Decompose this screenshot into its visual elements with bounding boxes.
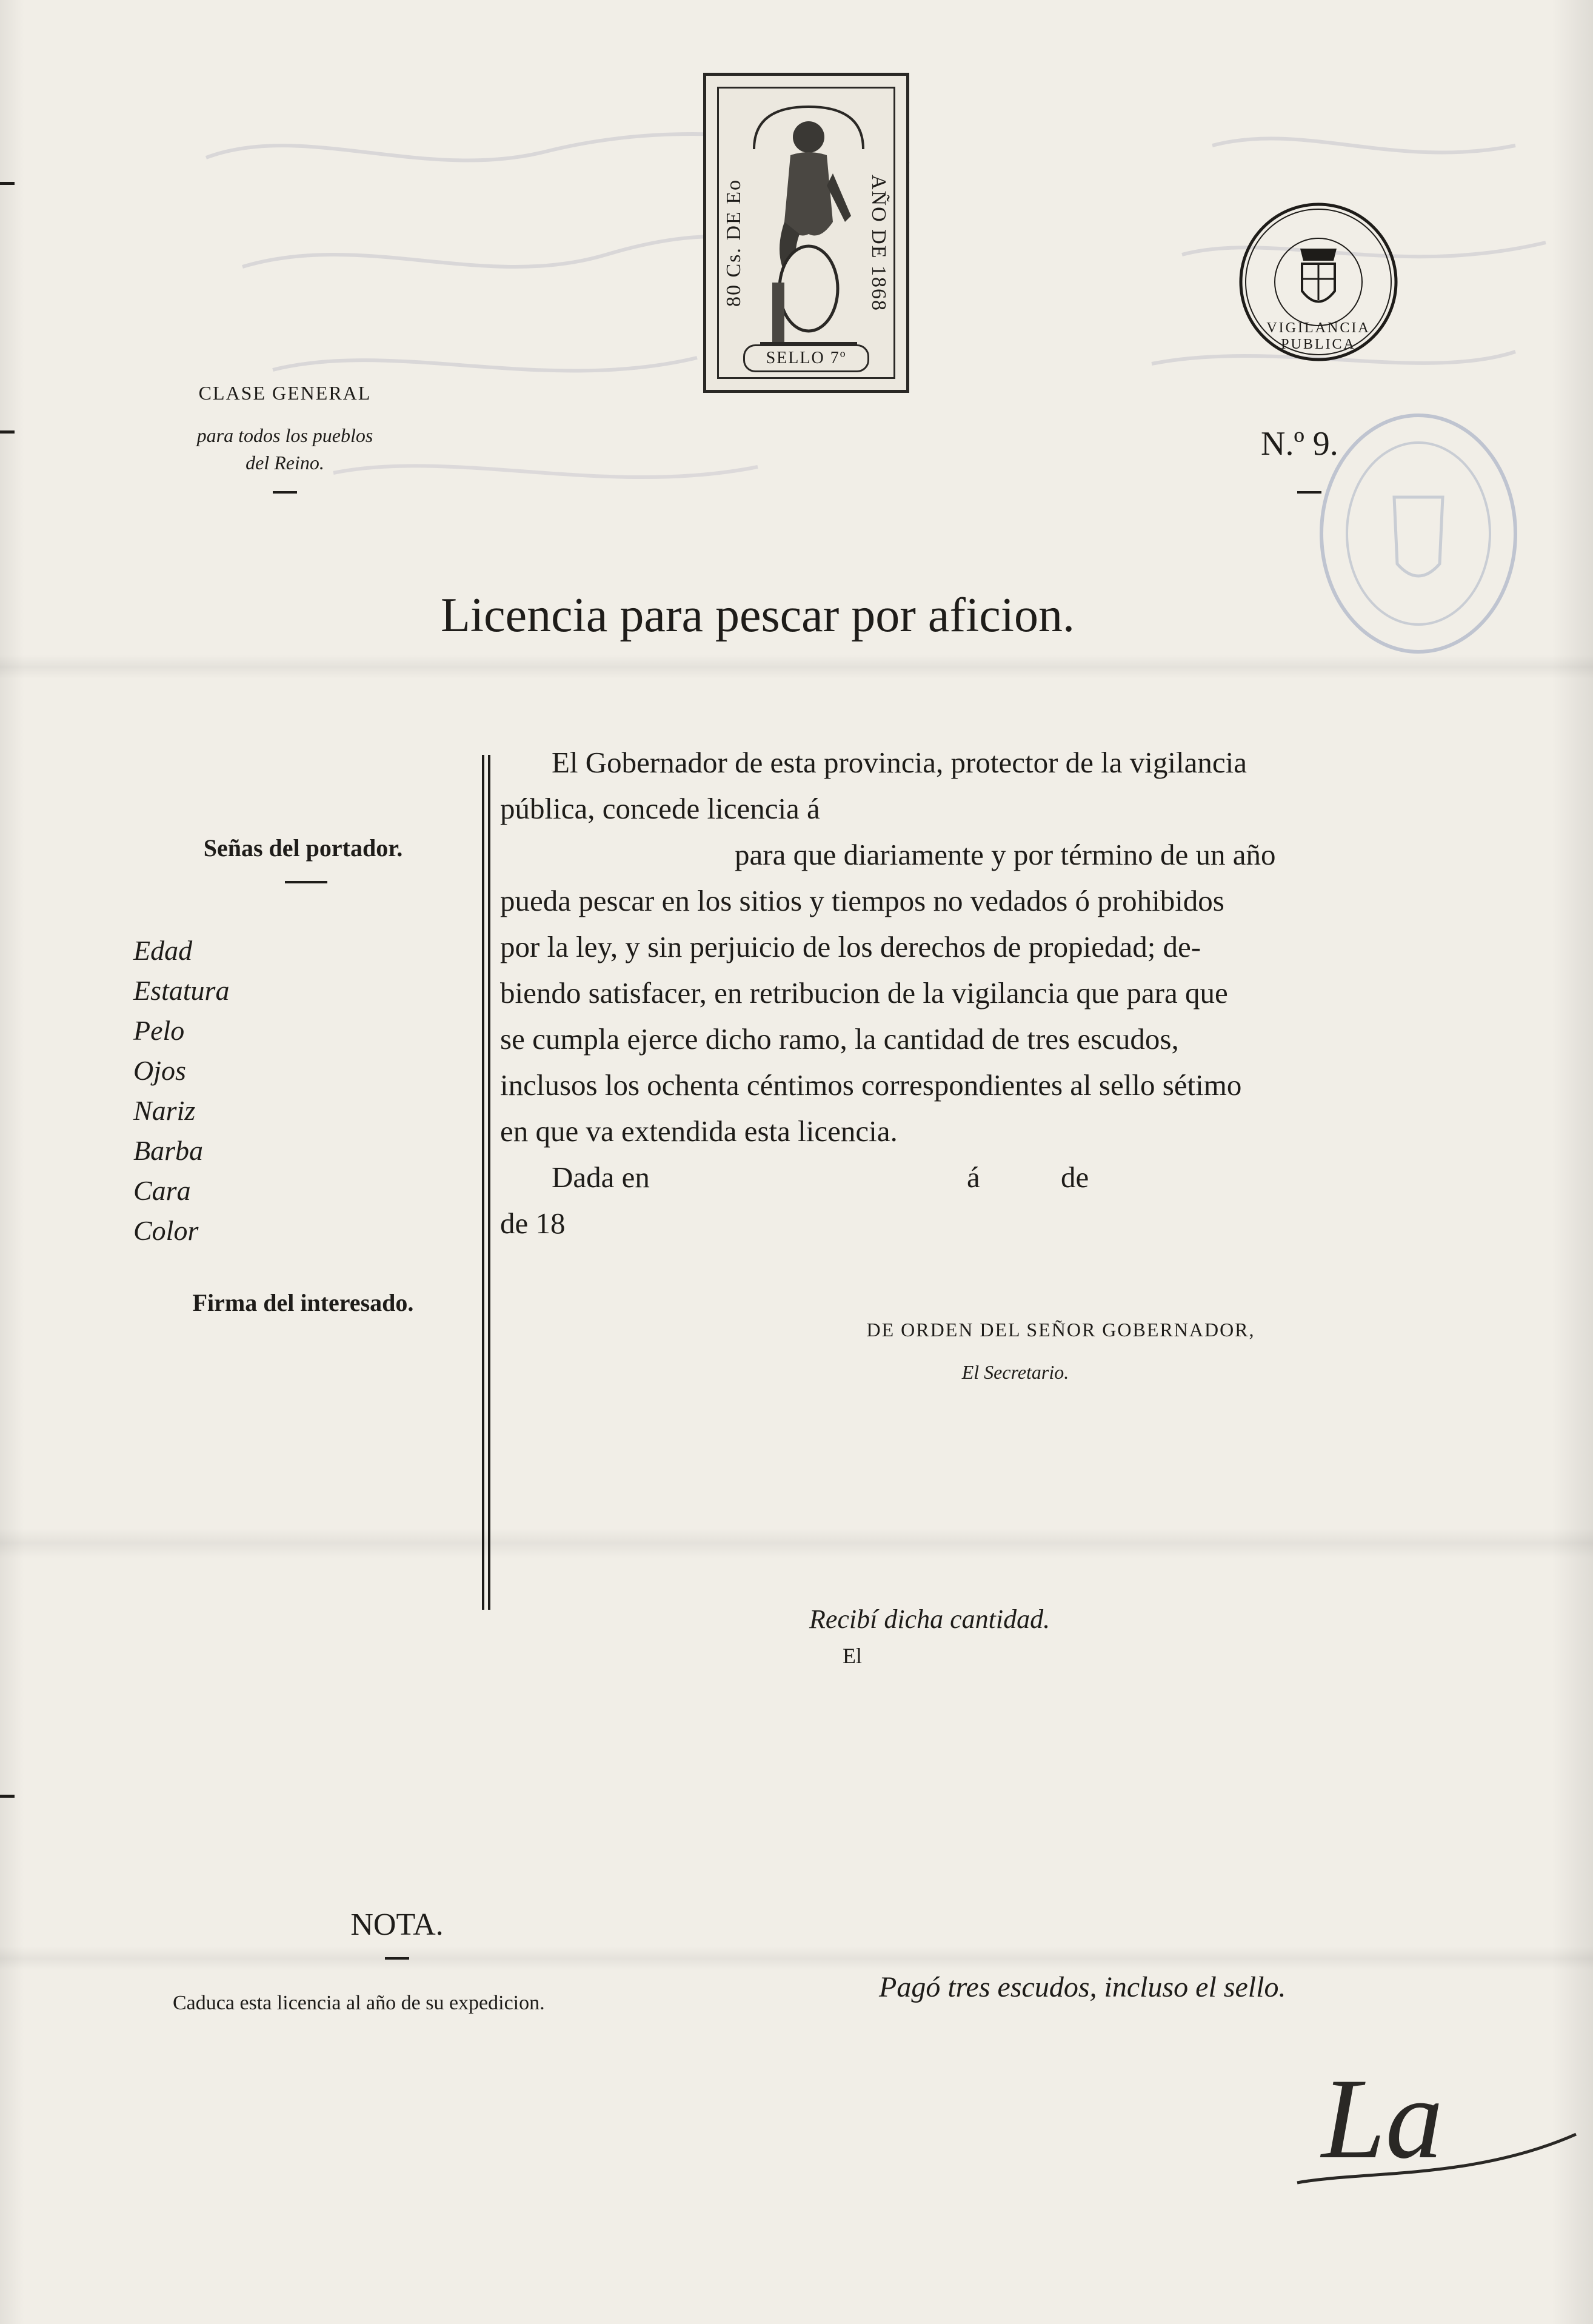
edge-notch: [0, 430, 15, 434]
pago-text: Pagó tres escudos, incluso el sello.: [879, 1971, 1286, 2003]
orden-gobernador: DE ORDEN DEL SEÑOR GOBERNADOR,: [866, 1319, 1255, 1341]
recibi-label: Recibí dicha cantidad.: [809, 1604, 1050, 1634]
de-18-label: de 18: [500, 1207, 566, 1240]
nota-text: Caduca esta licencia al año de su expedicion.: [173, 1992, 545, 2014]
dada-a-label: á: [967, 1160, 980, 1194]
vigilancia-publica-seal: [1237, 200, 1400, 364]
body-line-2: pública, concede licencia á: [500, 792, 820, 825]
dada-en-label: Dada en: [552, 1160, 650, 1194]
number-dash: [1297, 491, 1321, 494]
divider-line-1: [482, 755, 484, 1610]
firma-interesado: Firma del interesado.: [192, 1289, 414, 1316]
seal-text: VIGILANCIA PUBLICA: [1266, 320, 1371, 352]
body-line-7: se cumpla ejerce dicho ramo, la cantidad de tres escudos,: [500, 1022, 1179, 1056]
senas-dash: [285, 881, 327, 883]
senas-item-color: Color: [133, 1215, 199, 1246]
senas-item-ojos: Ojos: [133, 1055, 186, 1086]
body-line-5: por la ley, y sin perjuicio de los derechos de propiedad; de-: [500, 930, 1201, 963]
nota-dash: [385, 1957, 409, 1960]
senas-item-cara: Cara: [133, 1175, 191, 1206]
stamp-year-text: AÑO DE 1868: [867, 175, 890, 312]
senas-item-pelo: Pelo: [133, 1015, 185, 1046]
hercules-figure-icon: [748, 101, 869, 355]
divider-line-2: [488, 755, 490, 1610]
clase-general-label: CLASE GENERAL: [198, 382, 372, 404]
license-number: N.º 9.: [1261, 425, 1338, 463]
body-line-1: El Gobernador de esta provincia, protector de la vigilancia: [552, 746, 1247, 779]
body-line-6: biendo satisfacer, en retribucion de la vigilancia que para que: [500, 976, 1228, 1010]
dada-line: [500, 1154, 1403, 1201]
senas-item-barba: Barba: [133, 1135, 203, 1166]
body-line-9: en que va extendida esta licencia.: [500, 1114, 898, 1148]
stamp-frame: [717, 87, 895, 379]
dada-de-label: de: [1061, 1160, 1089, 1194]
header-left-dash: [273, 491, 297, 494]
signature-flourish-icon: [1291, 2122, 1582, 2195]
senas-item-edad: Edad: [133, 935, 193, 966]
edge-notch: [0, 1795, 15, 1798]
handwritten-signature: La: [1321, 2055, 1443, 2183]
fiscal-stamp: [703, 73, 909, 393]
senas-item-nariz: Nariz: [133, 1095, 196, 1126]
para-line-2: del Reino.: [245, 452, 324, 474]
senas-list: [133, 931, 229, 1251]
el-label: El: [843, 1644, 862, 1668]
document-title: Licencia para pescar por aficion.: [440, 589, 1075, 642]
stamp-value-text: 80 Cs. DE Eo: [723, 179, 745, 307]
license-body: [500, 740, 1403, 1247]
body-line-3: para que diariamente y por término de un año: [735, 838, 1276, 871]
stamp-sello-label: SELLO 7º: [743, 344, 869, 372]
body-line-4: pueda pescar en los sitios y tiempos no vedados ó prohibidos: [500, 884, 1224, 917]
nota-heading: NOTA.: [350, 1907, 444, 1942]
senas-heading: Señas del portador.: [203, 834, 403, 862]
edge-notch: [0, 182, 15, 185]
body-line-8: inclusos los ochenta céntimos correspondientes al sello sétimo: [500, 1068, 1242, 1102]
para-line-1: para todos los pueblos: [196, 424, 373, 446]
secretario-label: El Secretario.: [961, 1361, 1069, 1383]
senas-item-estatura: Estatura: [133, 975, 230, 1006]
